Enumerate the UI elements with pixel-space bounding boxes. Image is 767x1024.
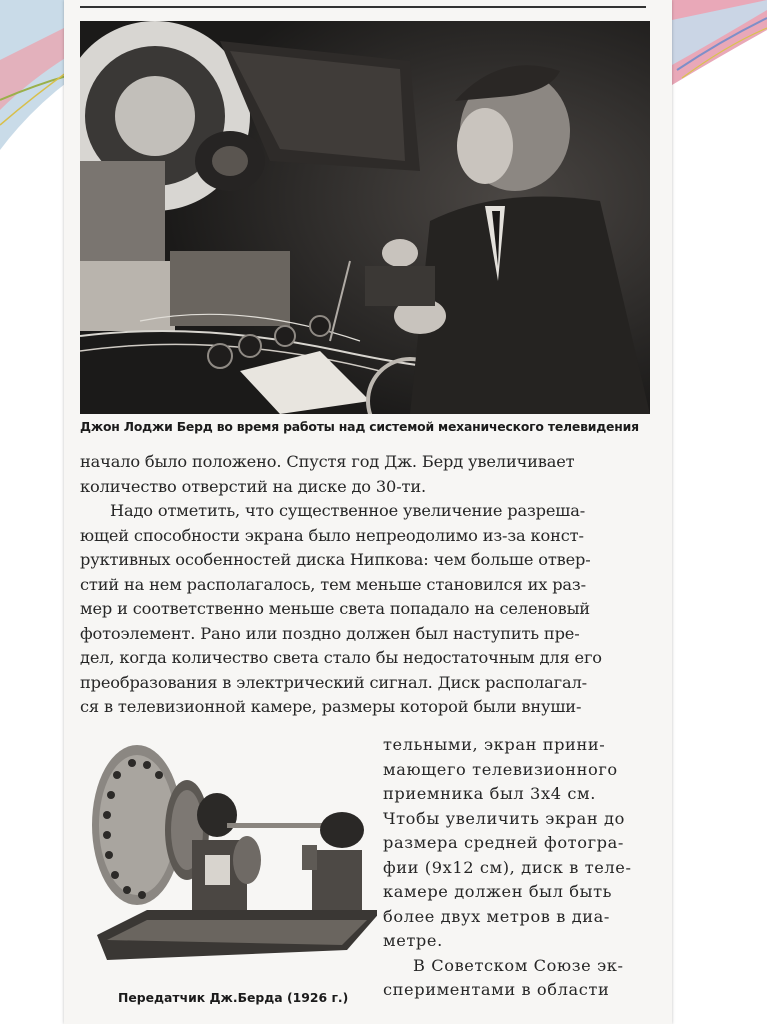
text-line: мер и соответственно меньше света попадало на селеновый: [80, 599, 590, 618]
page-top-rule: [80, 6, 646, 8]
text-line: руктивных особенностей диска Нипкова: чем больше отвер-: [80, 550, 591, 569]
main-text: [80, 450, 650, 720]
text-line: камере должен был быть: [383, 882, 613, 901]
text-line: размера средней фотогра-: [383, 833, 624, 852]
text-line: Надо отметить, что существенное увеличение разреша-: [110, 501, 586, 520]
text-line: ющей способности экрана было непреодолимо из-за конст-: [80, 525, 584, 545]
text-line: фии (9х12 см), диск в теле-: [383, 857, 632, 877]
text-line: ся в телевизионной камере, размеры которой были внуши-: [80, 697, 582, 716]
photo-caption-top: Джон Лоджи Берд во время работы над системой механического телевидения: [80, 419, 639, 434]
text-line: дел, когда количество света стало бы недостаточным для его: [80, 648, 602, 667]
text-line: начало было положено. Спустя год Дж. Берд увеличивает: [80, 452, 575, 471]
side-text: [383, 733, 650, 1003]
slide-decoration-right: [672, 0, 767, 100]
text-line: более двух метров в диа-: [383, 906, 610, 926]
photo-baird-at-work: [80, 21, 650, 414]
text-line: мающего телевизионного: [383, 759, 618, 779]
text-line: тельными, экран прини-: [383, 735, 606, 754]
photo-caption-bottom: Передатчик Дж.Берда (1926 г.): [118, 990, 349, 1005]
text-line: количество отверстий на диске до 30-ти.: [80, 476, 426, 496]
text-line: приемника был 3х4 см.: [383, 784, 596, 803]
photo-baird-transmitter: [87, 735, 377, 975]
text-line: Чтобы увеличить экран до: [383, 808, 625, 828]
text-line: В Советском Союзе эк-: [413, 955, 624, 975]
text-line: фотоэлемент. Рано или поздно должен был наступить пре-: [80, 623, 580, 643]
text-line: преобразования в электрический сигнал. Диск располагал-: [80, 672, 587, 692]
text-line: метре.: [383, 931, 443, 950]
text-line: спериментами в области: [383, 980, 610, 999]
slide-decoration-left: [0, 0, 70, 160]
text-line: стий на нем располагалось, тем меньше становился их раз-: [80, 574, 586, 594]
